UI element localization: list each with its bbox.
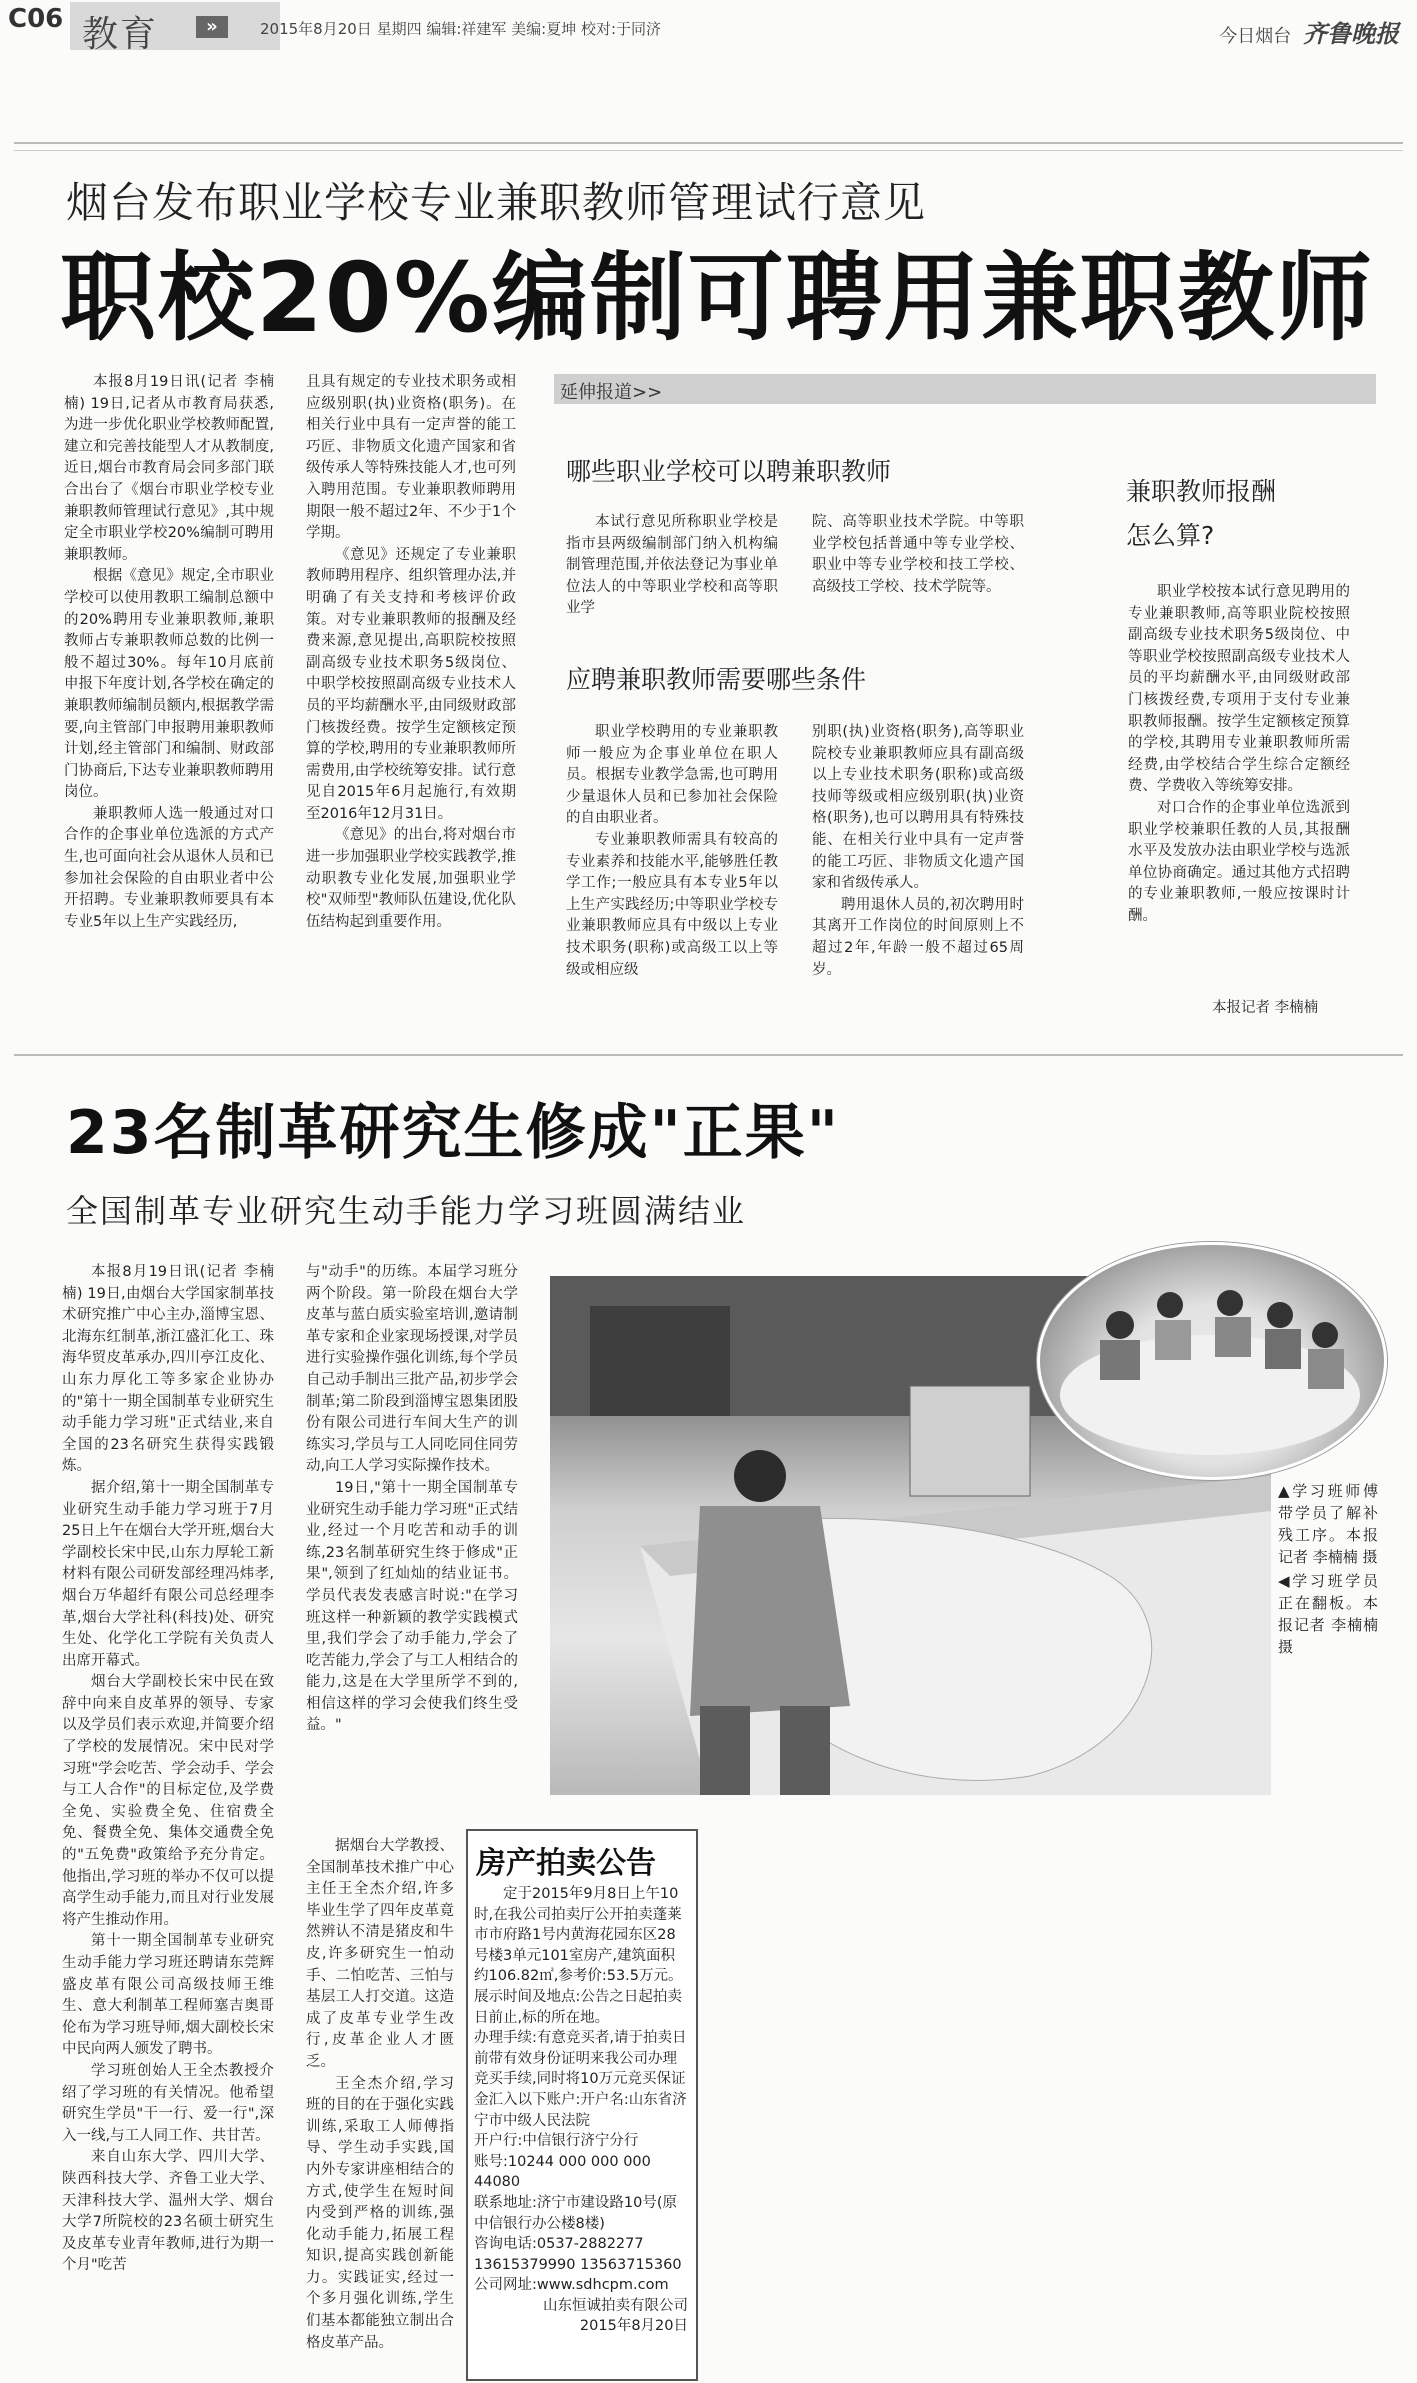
q2-body-left — [566, 722, 778, 981]
issue-meta: 2015年8月20日 星期四 编辑:祥建军 美编:夏坤 校对:于同济 — [260, 20, 662, 38]
paragraph: 王全杰介绍,学习班的目的在于强化实践训练,采取工人师傅指导、学生动手实践,国内外专家讲座相结合的方式,使学生在短时间内受到严格的训练,强化动手能力,拓展工程知识,提高实践创新能力。实践证实,经过一个多月强化训练,学生们基本都能独立制出合格皮革产品。 — [306, 2075, 454, 2351]
photo-caption-2: ◀学习班学员正在翻板。本报记者 李楠楠 摄 — [1278, 1572, 1378, 1656]
auction-line: 开户行:中信银行济宁分行 — [474, 2133, 639, 2150]
paragraph: 与"动手"的历练。本届学习班分两个阶段。第一阶段在烟台大学皮革与蓝白质实验室培训,邀请制革专家和企业家现场授课,对学员进行实验操作强化训练,每个学员自己动手制出三批产品,初步学会制革;第二阶段到淄博宝恩集团股份有限公司进行车间大生产的训练实习,学员与工人同吃同住同劳动,向工人学习实际操作技术。 — [306, 1264, 518, 1475]
paragraph: 学习班创始人王全杰教授介绍了学习班的有关情况。他希望研究生学员"干一行、爱一行",深入一线,与工人同工作、共甘苦。 — [62, 2062, 274, 2144]
auction-line: 联系地址:济宁市建设路10号(原中信银行办公楼8楼) — [474, 2194, 677, 2232]
q2-heading: 应聘兼职教师需要哪些条件 — [566, 665, 867, 694]
auction-title: 房产拍卖公告 — [476, 1846, 656, 1881]
paragraph: 本报8月19日讯(记者 李楠楠) 19日,由烟台大学国家制革技术研究推广中心主办,淄博宝恩、北海东红制革,浙江盛汇化工、珠海华贸皮革承办,四川亭江皮化、山东力厚化工等多家企业协办的"第十一期全国制革专业研究生动手能力学习班"正式结业,来自全国的23名研究生获得实践锻炼。 — [62, 1264, 274, 1475]
paragraph: 别职(执)业资格(职务),高等职业院校专业兼职教师应具有副高级以上专业技术职务(职称)或高级技师等级或相应级别职(执)业资格(职务),也可以聘用具有特殊技能、在相关行业中具有一定声誉的能工巧匠、非物质文化遗产国家和省级传承人。 — [812, 724, 1024, 892]
paragraph: 据烟台大学教授、全国制革技术推广中心主任王全杰介绍,许多毕业生学了四年皮革竟然辨认不清是猪皮和牛皮,许多研究生一怕动手、二怕吃苦、三怕与基层工人打交道。这造成了皮革专业学生改行,皮革企业人才匮乏。 — [306, 1838, 454, 2070]
q3-heading-line1: 兼职教师报酬 — [1126, 477, 1277, 506]
q1-body-right — [812, 512, 1024, 598]
paragraph: 本报8月19日讯(记者 李楠楠) 19日,记者从市教育局获悉,为进一步优化职业学校教师配置,建立和完善技能型人才从教制度,近日,烟台市教育局会同多部门联合出台了《烟台市职业学校专业兼职教师管理试行意见》,其中规定全市职业学校20%编制可聘用兼职教师。 — [64, 374, 274, 563]
paragraph: 对口合作的企事业单位选派到职业学校兼职任教的人员,其报酬水平及发放办法由职业学校与选派单位协商确定。通过其他方式招聘的专业兼职教师,一般应按课时计酬。 — [1128, 799, 1350, 924]
paragraph: 聘用退休人员的,初次聘用时其离开工作岗位的时间原则上不超过2年,年龄一般不超过65周岁。 — [812, 896, 1024, 978]
column-name: 今日烟台 — [1219, 26, 1292, 47]
divider — [14, 142, 1403, 144]
paragraph: 《意见》的出台,将对烟台市进一步加强职业学校实践教学,推动职教专业化发展,加强职业学校"双师型"教师队伍建设,优化队伍结构起到重要作用。 — [306, 827, 516, 930]
q3-body — [1128, 582, 1350, 928]
q1-heading: 哪些职业学校可以聘兼职教师 — [566, 457, 892, 486]
paragraph: 职业学校按本试行意见聘用的专业兼职教师,高等职业院校按照副高级专业技术职务5级岗位、中等职业学校按照副高级专业技术人员的平均薪酬水平,由同级财政部门核拨经费,专项用于支付专业兼职教师报酬。按学生定额核定预算的学校,其聘用专业兼职教师所需经费,由学校结合学生综合定额经费、学费收入等统筹安排。 — [1128, 584, 1350, 795]
auction-line: 咨询电话:0537-2882277 — [474, 2236, 644, 2253]
extension-bar — [554, 374, 1376, 404]
auction-line: 13615379990 13563715360 — [474, 2256, 682, 2273]
auction-line: 山东恒诚拍卖有限公司 — [543, 2297, 688, 2314]
training-inset-photo — [1037, 1242, 1387, 1480]
paper-logo: 齐鲁晚报 — [1303, 19, 1399, 48]
auction-line: 展示时间及地点:公告之日起拍卖日前止,标的所在地。 — [474, 1988, 682, 2026]
photo-caption-1: ▲学习班师傅带学员了解补残工序。本报记者 李楠楠 摄 — [1278, 1482, 1378, 1566]
paragraph: 根据《意见》规定,全市职业学校可以使用教职工编制总额中的20%聘用专业兼职教师,兼职教师占专兼职教师总数的比例一般不超过30%。每年10月底前申报下年度计划,各学校在确定的兼职教师编制员额内,根据教学需要,向主管部门申报聘用兼职教师计划,经主管部门和编制、财政部门协商后,下达专业兼职教师聘用岗位。 — [64, 568, 274, 801]
article2-column-3 — [306, 1836, 454, 2354]
q2-body-right — [812, 722, 1024, 981]
paragraph: 第十一期全国制革专业研究生动手能力学习班还聘请东莞辉盛皮革有限公司高级技师王维生、意大利制革工程师塞吉奥哥伦布为学习班导师,烟大副校长宋中民向两人颁发了聘书。 — [62, 1933, 274, 2058]
paragraph: 烟台大学副校长宋中民在致辞中向来自皮革界的领导、专家以及学员们表示欢迎,并简要介绍了学校的发展情况。宋中民对学习班"学会吃苦、学会动手、学会与工人合作"的目标定位,及学费全免、实验费全免、住宿费全免、餐费全免、集体交通费全免的"五免费"政策给予充分肯定。他指出,学习班的举办不仅可以提高学生动手能力,而且对行业发展将产生推动作用。 — [62, 1674, 274, 1928]
auction-line: 公司网址:www.sdhcpm.com — [474, 2277, 669, 2294]
section-name: 教育 — [82, 14, 159, 55]
paragraph: 且具有规定的专业技术职务或相应级别职(执)业资格(职务)。在相关行业中具有一定声誉的能工巧匠、非物质文化遗产国家和省级传承人等特殊技能人才,也可列入聘用范围。专业兼职教师聘用期限一般不超过2年、不少于1个学期。 — [306, 374, 516, 542]
paragraph: 据介绍,第十一期全国制革专业研究生动手能力学习班于7月25日上午在烟台大学开班,烟台大学副校长宋中民,山东力厚轮工新材料有限公司研发部经理冯炜孝,烟台万华超纤有限公司总经理李革,烟台大学社科(科技)处、研究生处、化学化工学院有关负责人出席开幕式。 — [62, 1479, 274, 1669]
q1-body-left — [566, 512, 778, 620]
article1-column-1 — [64, 372, 274, 933]
article2-headline: 23名制革研究生修成"正果" — [66, 1098, 841, 1168]
page-number: C06 — [8, 4, 64, 34]
divider — [14, 1054, 1403, 1056]
article1-subtitle: 烟台发布职业学校专业兼职教师管理试行意见 — [66, 178, 927, 227]
paragraph: 本试行意见所称职业学校是指市县两级编制部门纳入机构编制管理范围,并依法登记为事业单位法人的中等职业学校和高等职业学 — [566, 514, 778, 617]
auction-line: 定于2015年9月8日上午10时,在我公司拍卖厅公开拍卖蓬莱市市府路1号内黄海花园东区28号楼3单元101室房产,建筑面积约106.82㎡,参考价:53.5万元。 — [474, 1886, 683, 1985]
auction-line: 办理手续:有意竞买者,请于拍卖日前带有效身份证明来我公司办理竞买手续,同时将10万元竞买保证金汇入以下账户:开户名:山东省济宁市中级人民法院 — [474, 2030, 687, 2129]
auction-line: 账号:10244 000 000 000 44080 — [474, 2153, 651, 2191]
paragraph: 专业兼职教师需具有较高的专业素养和技能水平,能够胜任教学工作;一般应具有本专业5年以上生产实践经历;中等职业学校专业兼职教师应具有中级以上专业技术职务(职称)或高级工以上等级或相应级 — [566, 831, 778, 978]
auction-body — [474, 1884, 688, 2337]
paragraph: 兼职教师人选一般通过对口合作的企事业单位选派的方式产生,也可面向社会从退休人员和已参加社会保险的自由职业者中公开招聘。专业兼职教师要具有本专业5年以上生产实践经历, — [64, 805, 274, 930]
article1-column-2 — [306, 372, 516, 933]
divider — [14, 150, 1403, 151]
auction-line: 2015年8月20日 — [579, 2318, 688, 2335]
paragraph: 职业学校聘用的专业兼职教师一般应为企事业单位在职人员。根据专业教学急需,也可聘用少量退休人员和已参加社会保险的自由职业者。 — [566, 724, 778, 827]
q3-heading-line2: 怎么算? — [1126, 521, 1215, 550]
extension-label: 延伸报道>> — [560, 382, 663, 403]
article2-column-1 — [62, 1262, 274, 2277]
reporter-byline: 本报记者 李楠楠 — [1212, 1000, 1319, 1016]
article2-subtitle: 全国制革专业研究生动手能力学习班圆满结业 — [66, 1192, 747, 1230]
article1-headline: 职校20%编制可聘用兼职教师 — [60, 242, 1374, 354]
paragraph: 来自山东大学、四川大学、陕西科技大学、齐鲁工业大学、天津科技大学、温州大学、烟台大学7所院校的23名硕士研究生及皮革专业青年教师,进行为期一个月"吃苦 — [62, 2149, 274, 2274]
double-chevron-icon: » — [196, 16, 228, 38]
article2-column-2 — [306, 1262, 518, 1737]
paragraph: 院、高等职业技术学院。中等职业学校包括普通中等专业学校、职业中等专业学校和技工学校、高级技工学校、技术学院等。 — [812, 514, 1024, 595]
masthead — [1219, 14, 1399, 49]
paragraph: 《意见》还规定了专业兼职教师聘用程序、组织管理办法,并明确了有关支持和考核评价政策。对专业兼职教师的报酬及经费来源,意见提出,高职院校按照副高级专业技术职务5级岗位、中职学校按照副高级专业技术人员的平均薪酬水平,由同级财政部门核拨经费。按学生定额核定预算的学校,聘用的专业兼职教师所需费用,由学校统筹安排。试行意见自2015年6月起施行,有效期至2016年12月31日。 — [306, 546, 516, 822]
paragraph: 19日,"第十一期全国制革专业研究生动手能力学习班"正式结业,经过一个月吃苦和动手的训练,23名制革研究生终于修成"正果",领到了红灿灿的结业证书。学员代表发表感言时说:"在学习班这样一种新颖的教学实践模式里,我们学会了动手能力,学会了吃苦能力,学会了与工人相结合的能力,这是在大学里所学不到的,相信这样的学习会使我们终生受益。" — [306, 1479, 518, 1734]
